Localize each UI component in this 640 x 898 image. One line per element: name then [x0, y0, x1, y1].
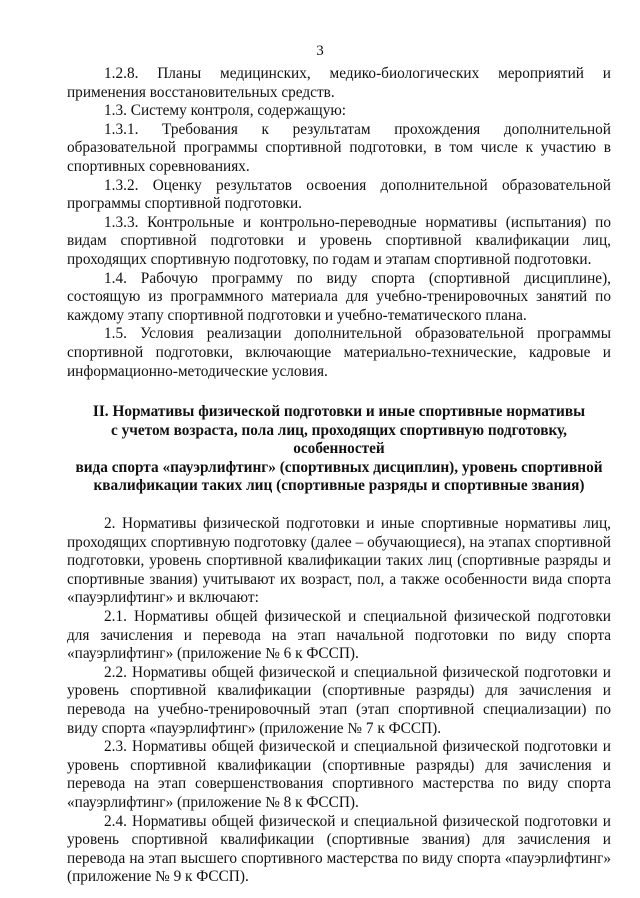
- section-heading-line: вида спорта «пауэрлифтинг» (спортивных дисциплин), уровень спортивной: [75, 458, 603, 476]
- paragraph-2: 2. Нормативы физической подготовки и иные спортивные нормативы лиц, проходящих спортивную подготовку (далее – обучающиеся), на этапах спортивной подготовки, уровень спортивной квалификации таких лиц (спортивные разряды и спортивные звания) учитывают их возраст, пол, а также особенности вида спорта «пауэрлифтинг» и включают:: [67, 515, 611, 607]
- paragraph-2-3: 2.3. Нормативы общей физической и специальной физической подготовки и уровень спортивной квалификации (спортивные разряды) для зачисления и перевода на этап совершенствования спортивного мастерства по виду спорта «пауэрлифтинг» (приложение № 8 к ФССП).: [67, 738, 611, 811]
- paragraph-1-5: 1.5. Условия реализации дополнительной образовательной программы спортивной подготовки, включающие материально-технические, кадровые и информационно-методические условия.: [67, 325, 611, 380]
- paragraph-1-3-3: 1.3.3. Контрольные и контрольно-переводные нормативы (испытания) по видам спортивной подготовки и уровень спортивной квалификации лиц, проходящих спортивную подготовку, по годам и этапам спортивной подготовки.: [67, 213, 611, 268]
- paragraph-1-3-1: 1.3.1. Требования к результатам прохождения дополнительной образовательной программы спортивной подготовки, в том числе к участию в спортивных соревнованиях.: [67, 120, 611, 175]
- paragraph-1-2-8: 1.2.8. Планы медицинских, медико-биологических мероприятий и применения восстановительных средств.: [67, 65, 611, 101]
- section-heading-line: квалификации таких лиц (спортивные разряды и спортивные звания): [93, 477, 585, 495]
- paragraph-1-4: 1.4. Рабочую программу по виду спорта (спортивной дисциплине), состоящую из программного материала для учебно-тренировочных занятий по каждому этапу спортивной подготовки и учебно-тематического плана.: [67, 269, 611, 324]
- paragraph-2-1: 2.1. Нормативы общей физической и специальной физической подготовки для зачисления и перевода на этап начальной подготовки по виду спорта «пауэрлифтинг» (приложение № 6 к ФССП).: [67, 608, 611, 663]
- paragraph-1-3: 1.3. Систему контроля, содержащую:: [104, 102, 347, 120]
- section-heading: [67, 403, 611, 496]
- document-body: [67, 65, 611, 887]
- page-number: 3: [316, 43, 324, 59]
- paragraph-2-4: 2.4. Нормативы общей физической и специальной физической подготовки и уровень спортивной квалификации (спортивные звания) для зачисления и перевода на этап высшего спортивного мастерства по виду спорта «пауэрлифтинг» (приложение № 9 к ФССП).: [67, 812, 611, 886]
- paragraph-1-3-2: 1.3.2. Оценку результатов освоения дополнительной образовательной программы спортивной подготовки.: [67, 176, 611, 213]
- section-heading-line: II. Нормативы физической подготовки и иные спортивные нормативы: [92, 403, 586, 421]
- paragraph-2-2: 2.2. Нормативы общей физической и специальной физической подготовки и уровень спортивной квалификации (спортивные разряды) для зачисления и перевода на учебно-тренировочный этап (этап спортивной специализации) по виду спорта «пауэрлифтинг» (приложение № 7 к ФССП).: [67, 663, 611, 737]
- section-heading-line: с учетом возраста, пола лиц, проходящих спортивную подготовку, особенностей: [110, 421, 567, 458]
